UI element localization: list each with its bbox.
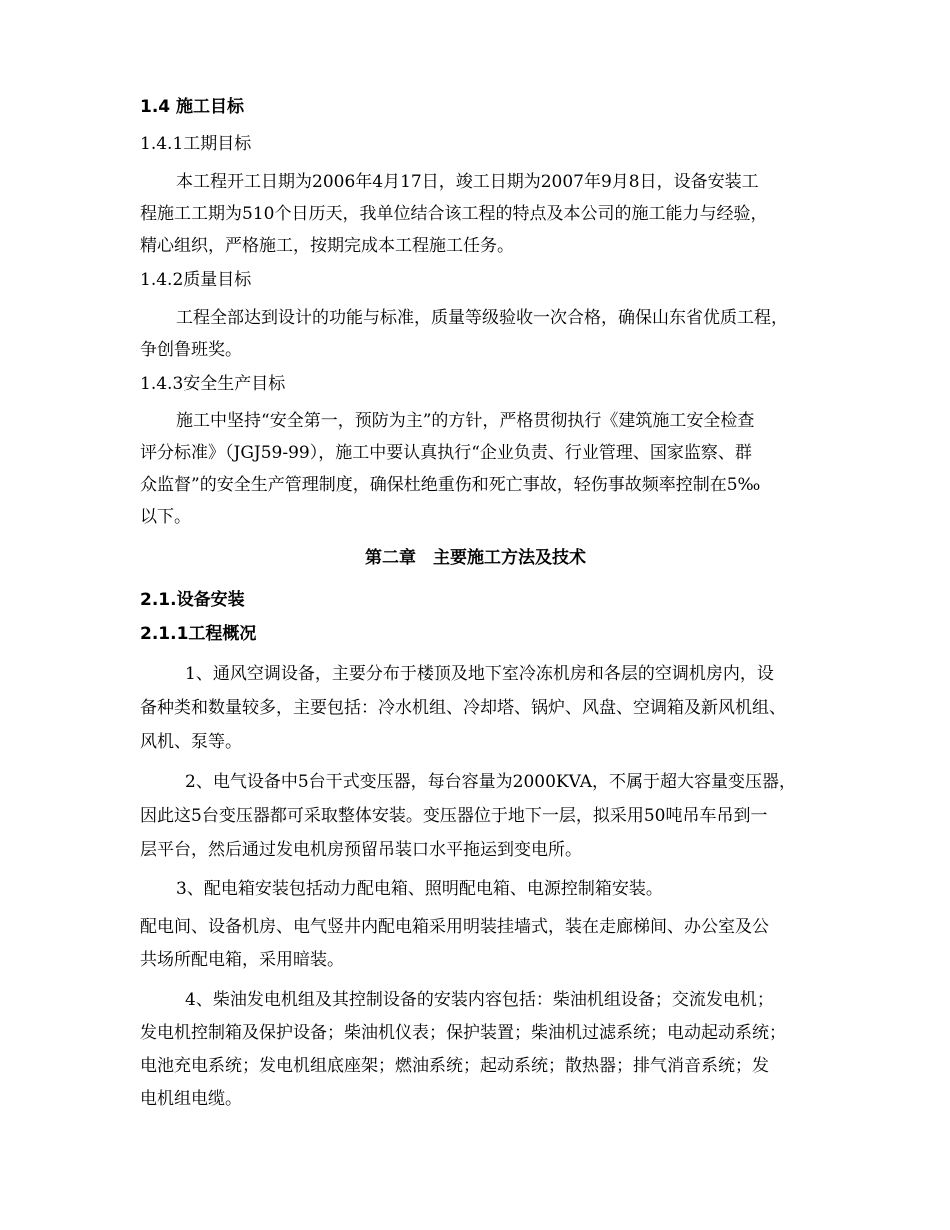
paragraph-line: 电池充电系统；发电机组底座架；燃油系统；起动系统；散热器；排气消音系统；发	[140, 1056, 769, 1076]
subsection-heading-1-4-2: 1.4.2质量目标	[140, 270, 252, 290]
paragraph-line: 以下。	[140, 507, 191, 527]
paragraph-line: 众监督”的安全生产管理制度，确保杜绝重伤和死亡事故，轻伤事故频率控制在5‰	[140, 475, 761, 495]
paragraph-line: 工程全部达到设计的功能与标准，质量等级验收一次合格，确保山东省优质工程，	[176, 308, 788, 328]
paragraph-line: 备种类和数量较多，主要包括：冷水机组、冷却塔、锅炉、风盘、空调箱及新风机组、	[140, 698, 786, 718]
paragraph-line: 4、柴油发电机组及其控制设备的安装内容包括：柴油机组设备；交流发电机；	[185, 990, 774, 1010]
paragraph-line: 发电机控制箱及保护设备；柴油机仪表；保护装置；柴油机过滤系统；电动起动系统；	[140, 1023, 786, 1043]
paragraph-line: 争创鲁班奖。	[140, 340, 242, 360]
paragraph-line: 电机组电缆。	[140, 1089, 242, 1109]
subsection-heading-1-4-1: 1.4.1工期目标	[140, 134, 252, 154]
paragraph-line: 风机、泵等。	[140, 732, 242, 752]
paragraph-line: 3、配电箱安装包括动力配电箱、照明配电箱、电源控制箱安装。	[176, 879, 663, 899]
paragraph-line: 2、电气设备中5台干式变压器，每台容量为2000KVA，不属于超大容量变压器，	[185, 772, 796, 792]
subsection-heading-1-4-3: 1.4.3安全生产目标	[140, 374, 286, 394]
paragraph-line: 共场所配电箱，采用暗装。	[140, 950, 344, 970]
paragraph-line: 施工中坚持“安全第一，预防为主”的方针，严格贯彻执行《建筑施工安全检查	[176, 411, 755, 431]
paragraph-line: 1、通风空调设备，主要分布于楼顶及地下室冷冻机房和各层的空调机房内，设	[185, 664, 774, 684]
paragraph-line: 评分标准》（JGJ59-99），施工中要认真执行“企业负责、行业管理、国家监察、群	[140, 443, 752, 463]
paragraph-line: 程施工工期为510个日历天，我单位结合该工程的特点及本公司的施工能力与经验，	[140, 204, 768, 224]
subsection-heading-2-1-1: 2.1.1工程概况	[140, 624, 257, 644]
section-heading-1-4: 1.4 施工目标	[140, 97, 245, 117]
paragraph-line: 精心组织，严格施工，按期完成本工程施工任务。	[140, 236, 514, 256]
paragraph-line: 因此这5台变压器都可采取整体安装。变压器位于地下一层，拟采用50吨吊车吊到一	[140, 806, 768, 826]
paragraph-line: 本工程开工日期为2006年4月17日，竣工日期为2007年9月8日，设备安装工	[176, 172, 759, 192]
section-heading-2-1: 2.1.设备安装	[140, 590, 245, 610]
chapter-title: 第二章 主要施工方法及技术	[365, 548, 586, 568]
paragraph-line: 层平台，然后通过发电机房预留吊装口水平拖运到变电所。	[140, 840, 582, 860]
paragraph-line: 配电间、设备机房、电气竖井内配电箱采用明装挂墙式，装在走廊梯间、办公室及公	[140, 917, 769, 937]
